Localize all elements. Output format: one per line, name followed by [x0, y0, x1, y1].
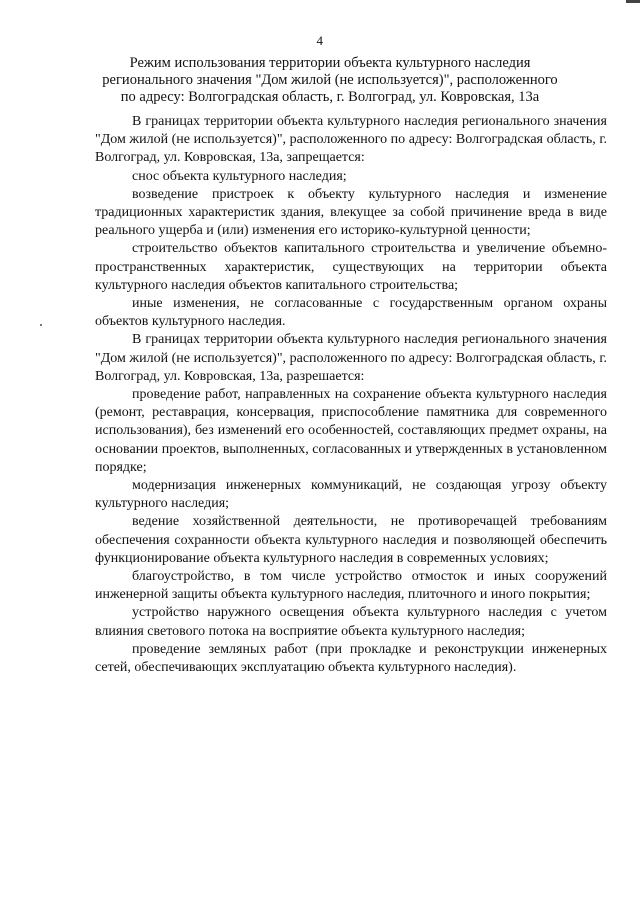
permission-intro-paragraph: В границах территории объекта культурного наследия регионального значения "Дом жилой (не используется)", расположенного по адресу: Волгоградская область, г. Волгоград, ул. Ковровская, 13а, разрешается:	[95, 332, 607, 384]
page-number: 4	[316, 33, 324, 48]
document-body	[95, 113, 607, 677]
list-item: иные изменения, не согласованные с государственным органом охраны объектов культурного наследия.	[95, 296, 607, 330]
title-line: по адресу: Волгоградская область, г. Волгоград, ул. Ковровская, 13а	[120, 89, 540, 105]
list-item: строительство объектов капитального строительства и увеличение объемно-пространственных характеристик, существующих на территории объекта культурного наследия объектов капитального строительства;	[95, 241, 607, 293]
list-item: устройство наружного освещения объекта культурного наследия с учетом влияния светового потока на восприятие объекта культурного наследия;	[95, 605, 607, 639]
list-item: проведение земляных работ (при прокладке и реконструкции инженерных сетей, обеспечивающих эксплуатацию объекта культурного наследия).	[95, 641, 607, 676]
list-item: проведение работ, направленных на сохранение объекта культурного наследия (ремонт, реставрация, консервация, приспособление памятника для современного использования), без изменений его особенностей, составляющих предмет охраны, на основании проектов, выполненных, согласованных и утвержденных в установленном порядке;	[95, 387, 607, 475]
scan-corner-mark	[626, 0, 640, 3]
document-title	[80, 55, 580, 106]
list-item: возведение пристроек к объекту культурного наследия и изменение традиционных характеристик здания, влекущее за собой причинение вреда в виде реального ущерба и (или) изменения его историко-культурной ценности;	[95, 186, 607, 239]
list-item: ведение хозяйственной деятельности, не противоречащей требованиям обеспечения сохранности объекта культурного наследия и позволяющей обеспечить функционирование объекта культурного наследия в современных условиях;	[95, 514, 607, 566]
title-line: Режим использования территории объекта культурного наследия	[129, 55, 531, 71]
list-item: благоустройство, в том числе устройство отмосток и иных сооружений инженерной защиты объекта культурного наследия, плиточного и иного покрытия;	[95, 569, 607, 603]
scan-speck	[40, 324, 42, 326]
list-item: модернизация инженерных коммуникаций, не создающая угрозу объекту культурного наследия;	[95, 478, 607, 512]
list-item: снос объекта культурного наследия;	[132, 168, 347, 184]
prohibition-intro-paragraph: В границах территории объекта культурного наследия регионального значения "Дом жилой (не используется)", расположенного по адресу: Волгоградская область, г. Волгоград, ул. Ковровская, 13а, запрещается:	[95, 114, 607, 166]
title-line: регионального значения "Дом жилой (не используется)", расположенного	[102, 72, 558, 88]
